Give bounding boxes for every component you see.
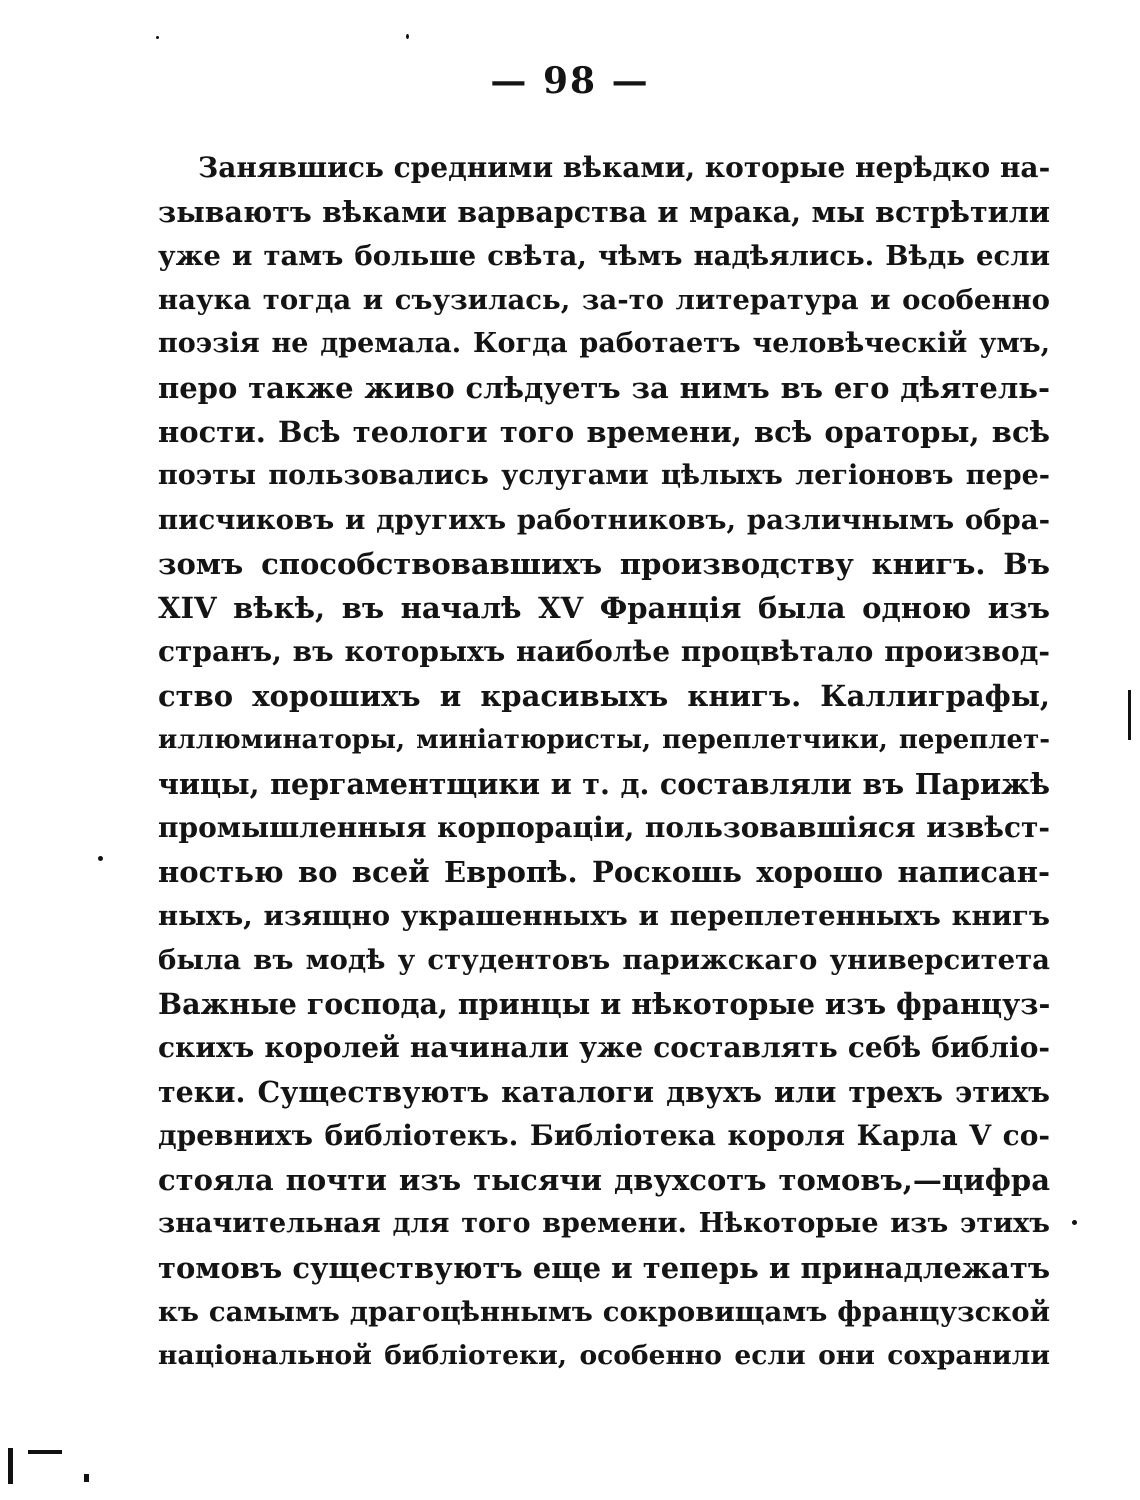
text-line: значительная для того времени. Нѣкоторые изъ этихъ bbox=[158, 1208, 1050, 1239]
scan-edge-mark bbox=[1128, 690, 1131, 740]
text-line: наука тогда и съузилась, за-то литература и особенно bbox=[158, 284, 1050, 316]
text-line: ностью во всей Европѣ. Роскошь хорошо написан- bbox=[158, 855, 1050, 889]
text-line: иллюминаторы, миніатюристы, переплетчики, переплет- bbox=[158, 725, 1050, 755]
text-line: томовъ существуютъ еще и теперь и принадлежатъ bbox=[158, 1251, 1051, 1285]
text-line: къ самымъ драгоцѣннымъ сокровищамъ французской bbox=[158, 1296, 1050, 1328]
text-line: ство хорошихъ и красивыхъ книгъ. Каллиграфы, bbox=[158, 679, 1050, 713]
scan-speck bbox=[156, 36, 159, 39]
page-number: — 98 — bbox=[490, 60, 650, 102]
text-line: національной библіотеки, особенно если они сохранили bbox=[158, 1340, 1050, 1371]
text-line: Занявшись средними вѣками, которые нерѣдко на- bbox=[198, 151, 1051, 184]
text-line: чицы, пергаментщики и т. д. составляли въ Парижѣ bbox=[158, 767, 1050, 801]
text-line: теки. Существуютъ каталоги двухъ или трехъ этихъ bbox=[158, 1075, 1050, 1109]
scan-speck bbox=[406, 34, 409, 39]
text-line: поэты пользовались услугами цѣлыхъ легіоновъ пере- bbox=[158, 460, 1050, 491]
text-line: XIV вѣкѣ, въ началѣ XV Франція была одною изъ bbox=[158, 591, 1050, 625]
text-line: скихъ королей начинали уже составлять себѣ библіо- bbox=[158, 1031, 1050, 1064]
scan-edge-mark bbox=[28, 1450, 62, 1454]
text-line: перо также живо слѣдуетъ за нимъ въ его дѣятель- bbox=[158, 371, 1050, 405]
text-line: писчиковъ и другихъ работниковъ, различнымъ обра- bbox=[158, 504, 1050, 536]
text-line: зомъ способствовавшихъ производству книгъ. Въ bbox=[158, 547, 1050, 581]
text-line: зываютъ вѣками варварства и мрака, мы встрѣтили bbox=[158, 195, 1050, 229]
scan-speck bbox=[98, 856, 103, 861]
text-line: древнихъ библіотекъ. Библіотека короля Карла V со- bbox=[158, 1119, 1050, 1152]
text-line: странъ, въ которыхъ наиболѣе процвѣтало производ- bbox=[158, 635, 1050, 668]
text-line: была въ модѣ у студентовъ парижскаго университета bbox=[158, 944, 1050, 976]
text-line: уже и тамъ больше свѣта, чѣмъ надѣялись. Вѣдь если bbox=[158, 240, 1050, 272]
scan-speck bbox=[1072, 1220, 1077, 1225]
scan-edge-mark bbox=[84, 1474, 89, 1482]
text-line: Важные господа, принцы и нѣкоторые изъ француз- bbox=[158, 987, 1051, 1021]
text-line: стояла почти изъ тысячи двухсотъ томовъ,—цифра bbox=[158, 1163, 1050, 1197]
body-text bbox=[158, 146, 1050, 1378]
text-line: ности. Всѣ теологи того времени, всѣ ораторы, всѣ bbox=[158, 415, 1050, 449]
text-line: ныхъ, изящно украшенныхъ и переплетенныхъ книгъ bbox=[158, 900, 1050, 932]
scan-edge-mark bbox=[8, 1448, 13, 1484]
text-line: промышленныя корпораціи, пользовавшіяся извѣст- bbox=[158, 811, 1050, 844]
text-line: поэзія не дремала. Когда работаетъ человѣческій умъ, bbox=[158, 328, 1050, 359]
